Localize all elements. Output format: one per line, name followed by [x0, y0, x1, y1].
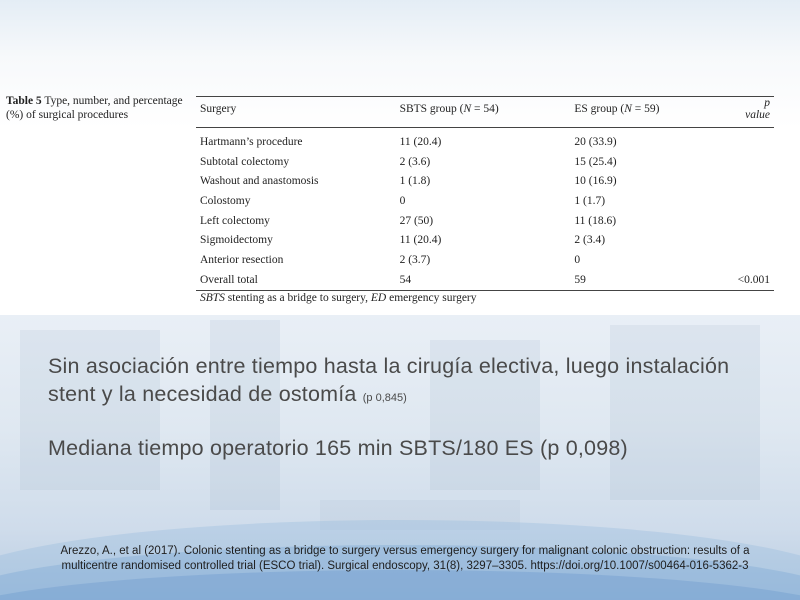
cell-surgery: Hartmann’s procedure: [200, 135, 303, 148]
cell-es: 59: [570, 270, 733, 290]
finding-p-value: (p 0,845): [362, 392, 407, 404]
cell-sbts: 11 (20.4): [399, 234, 442, 247]
cell-p: [734, 128, 774, 152]
table-row: [196, 250, 774, 270]
table-footnote: [200, 292, 477, 304]
cell-surgery: Left colectomy: [200, 214, 270, 227]
cell-p: [734, 230, 774, 250]
cell-p: [734, 152, 774, 172]
table-header-row: [196, 97, 774, 128]
cell-es: 0: [574, 253, 581, 266]
cell-surgery: Subtotal colectomy: [200, 155, 290, 168]
header-surgery: Surgery: [196, 97, 396, 128]
citation: Arezzo, A., et al (2017). Colonic stenting as a bridge to surgery versus emergency surgery for malignant colonic obstruction: results of a multicentre randomised controlled trial (ESCO trial). Surgical endoscopy, 31(8), 3297–3305. https://doi.org/10.1007/s00464-016-5362-3: [60, 545, 750, 572]
footnote-abbr: SBTS: [200, 292, 225, 304]
cell-surgery: Sigmoidectomy: [200, 234, 273, 247]
footnote-abbr: ED: [370, 292, 387, 304]
cell-p: [734, 211, 774, 231]
header-p-value: p value: [734, 97, 774, 128]
cell-p: [734, 191, 774, 211]
cell-es: 1 (1.7): [574, 194, 606, 207]
cell-es: 20 (33.9): [574, 135, 617, 148]
table-caption-text: Type, number, and percentage (%) of surgical procedures: [6, 95, 183, 121]
cell-sbts: 2 (3.6): [399, 155, 431, 168]
cell-p: [734, 250, 774, 270]
cell-surgery: Washout and anastomosis: [200, 175, 319, 188]
finding-text: Sin asociación entre tiempo hasta la cirugía electiva, luego instalación stent y la necesidad de ostomía: [48, 354, 730, 406]
table-caption: [6, 94, 184, 122]
table-row: [196, 230, 774, 250]
cell-p: <0.001: [734, 270, 774, 290]
cell-sbts: 1 (1.8): [399, 175, 431, 188]
footnote-def: stenting as a bridge to surgery,: [224, 292, 371, 304]
surgery-table: [196, 96, 774, 291]
table-row: [196, 191, 774, 211]
footnote-def: emergency surgery: [386, 292, 477, 304]
cell-surgery: Colostomy: [200, 194, 251, 207]
cell-sbts: 2 (3.7): [399, 253, 431, 266]
cell-es: 11 (18.6): [574, 214, 617, 227]
table-row: [196, 152, 774, 172]
finding-paragraph-2: Mediana tiempo operatorio 165 min SBTS/180 ES (p 0,098): [48, 436, 628, 460]
background-shape: [210, 320, 280, 510]
cell-surgery: Anterior resection: [200, 253, 284, 266]
cell-sbts: 0: [399, 194, 406, 207]
header-es: ES group (N = 59): [570, 97, 733, 128]
table-row-total: [196, 270, 774, 290]
cell-p: [734, 171, 774, 191]
cell-es: 2 (3.4): [574, 234, 606, 247]
cell-sbts: 54: [396, 270, 571, 290]
table-caption-label: Table 5: [6, 95, 42, 107]
cell-sbts: 11 (20.4): [399, 135, 442, 148]
table-row: [196, 171, 774, 191]
cell-surgery: Overall total: [196, 270, 396, 290]
table-row: [196, 128, 774, 152]
cell-es: 15 (25.4): [574, 155, 617, 168]
cell-es: 10 (16.9): [574, 175, 617, 188]
table-row: [196, 211, 774, 231]
cell-sbts: 27 (50): [399, 214, 434, 227]
finding-paragraph-1: [48, 352, 748, 412]
header-sbts: SBTS group (N = 54): [396, 97, 571, 128]
